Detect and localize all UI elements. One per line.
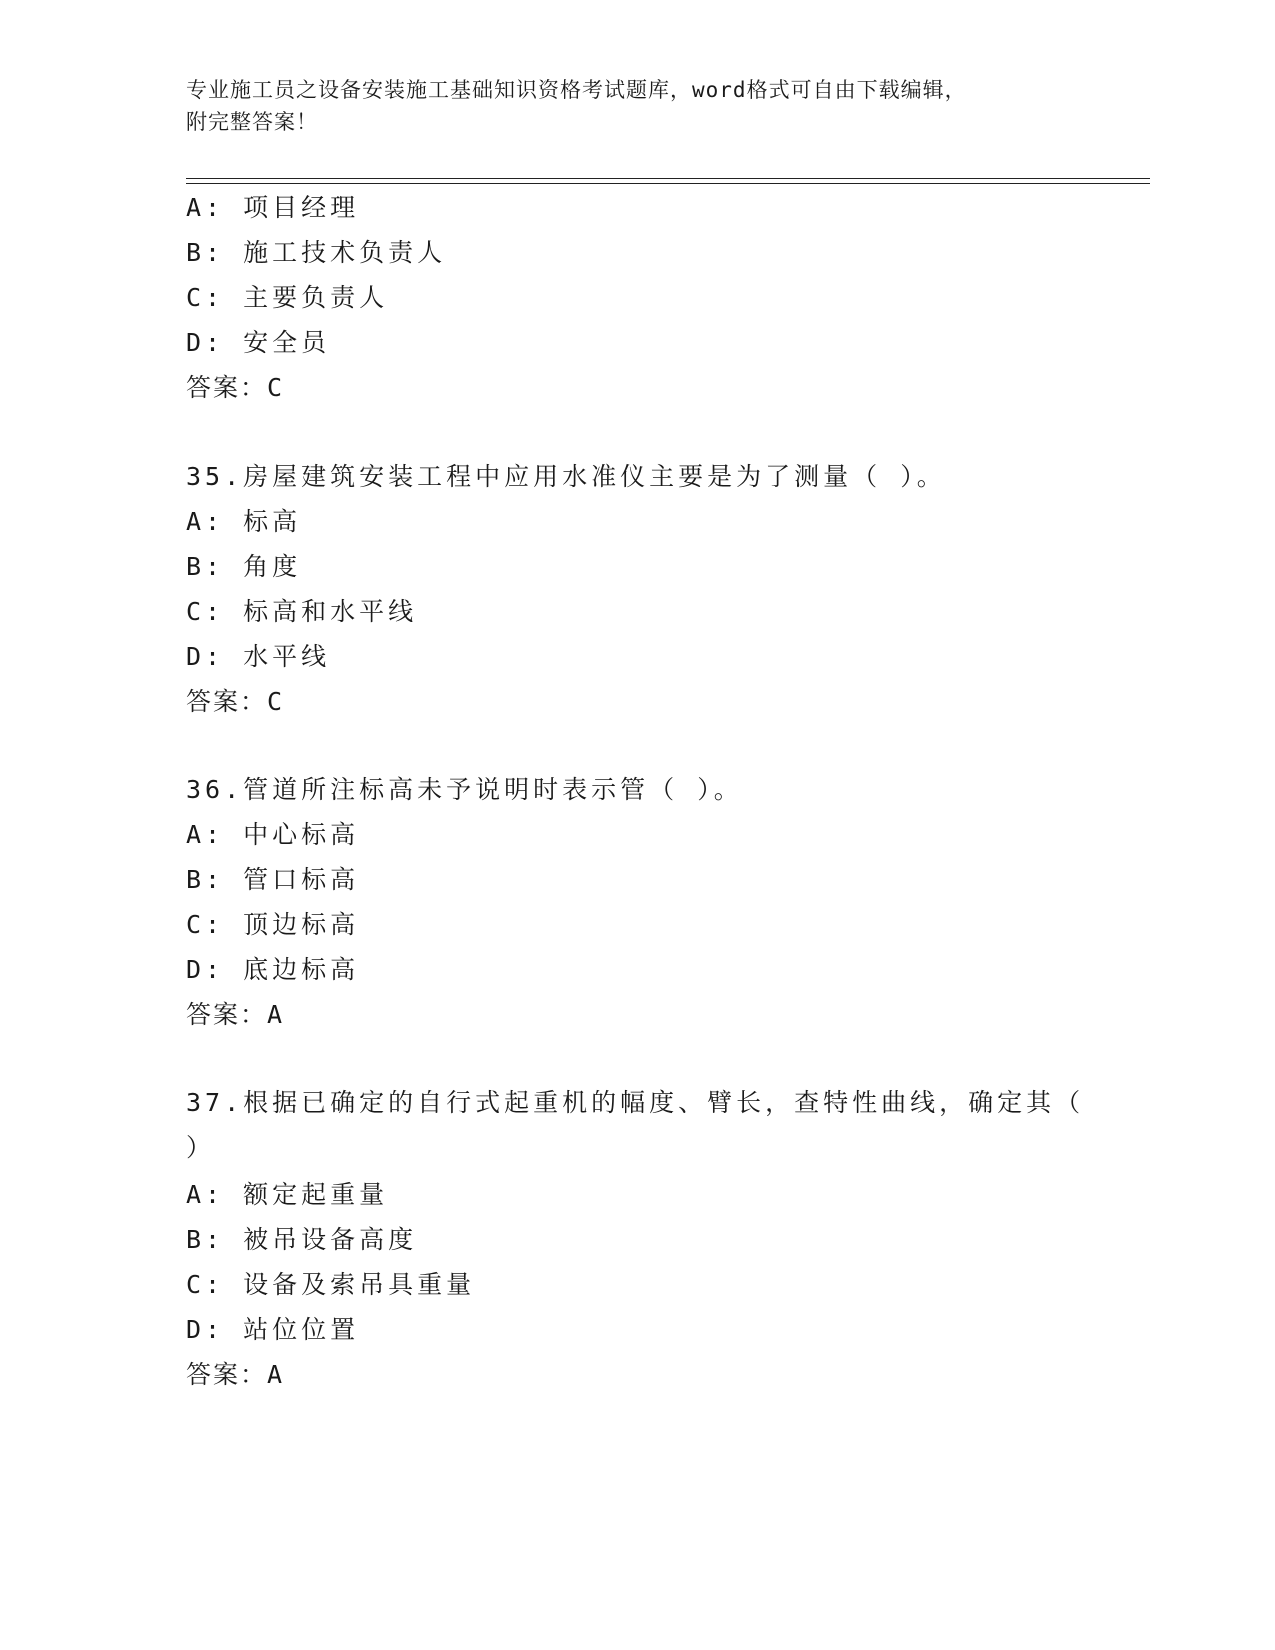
- q36-option-c: C: 顶边标高: [186, 910, 360, 939]
- q36-question: 36.管道所注标高未予说明时表示管（ ）。: [186, 775, 743, 804]
- q37-option-c: C: 设备及索吊具重量: [186, 1270, 476, 1299]
- q37-option-d: D: 站位位置: [186, 1315, 360, 1344]
- q36-option-b: B: 管口标高: [186, 865, 360, 894]
- header-divider-top: [186, 178, 1150, 179]
- q35-option-d: D: 水平线: [186, 642, 331, 671]
- header-divider-bottom: [186, 183, 1150, 184]
- q36-answer: 答案：A: [186, 1000, 285, 1029]
- q36-option-d: D: 底边标高: [186, 955, 360, 984]
- q34-option-b: B: 施工技术负责人: [186, 238, 447, 267]
- q36-option-a: A: 中心标高: [186, 820, 360, 849]
- q35-question: 35.房屋建筑安装工程中应用水准仪主要是为了测量（ ）。: [186, 462, 946, 491]
- q37-option-b: B: 被吊设备高度: [186, 1225, 418, 1254]
- q35-option-b: B: 角度: [186, 552, 302, 581]
- q37-question-line-2: ）: [186, 1133, 216, 1162]
- q34-option-c: C: 主要负责人: [186, 283, 389, 312]
- q34-option-d: D: 安全员: [186, 328, 331, 357]
- header-line-1: 专业施工员之设备安装施工基础知识资格考试题库，word格式可自由下载编辑，: [186, 78, 967, 102]
- q34-answer: 答案：C: [186, 373, 285, 402]
- q37-question-line-1: 37.根据已确定的自行式起重机的幅度、臂长，查特性曲线，确定其（: [186, 1088, 1085, 1117]
- document-header: [186, 74, 1086, 138]
- q35-option-a: A: 标高: [186, 507, 302, 536]
- header-line-2: 附完整答案！: [186, 110, 318, 134]
- q37-answer: 答案：A: [186, 1360, 285, 1389]
- q34-option-a: A: 项目经理: [186, 193, 360, 222]
- q35-option-c: C: 标高和水平线: [186, 597, 418, 626]
- q35-answer: 答案：C: [186, 687, 285, 716]
- q37-option-a: A: 额定起重量: [186, 1180, 389, 1209]
